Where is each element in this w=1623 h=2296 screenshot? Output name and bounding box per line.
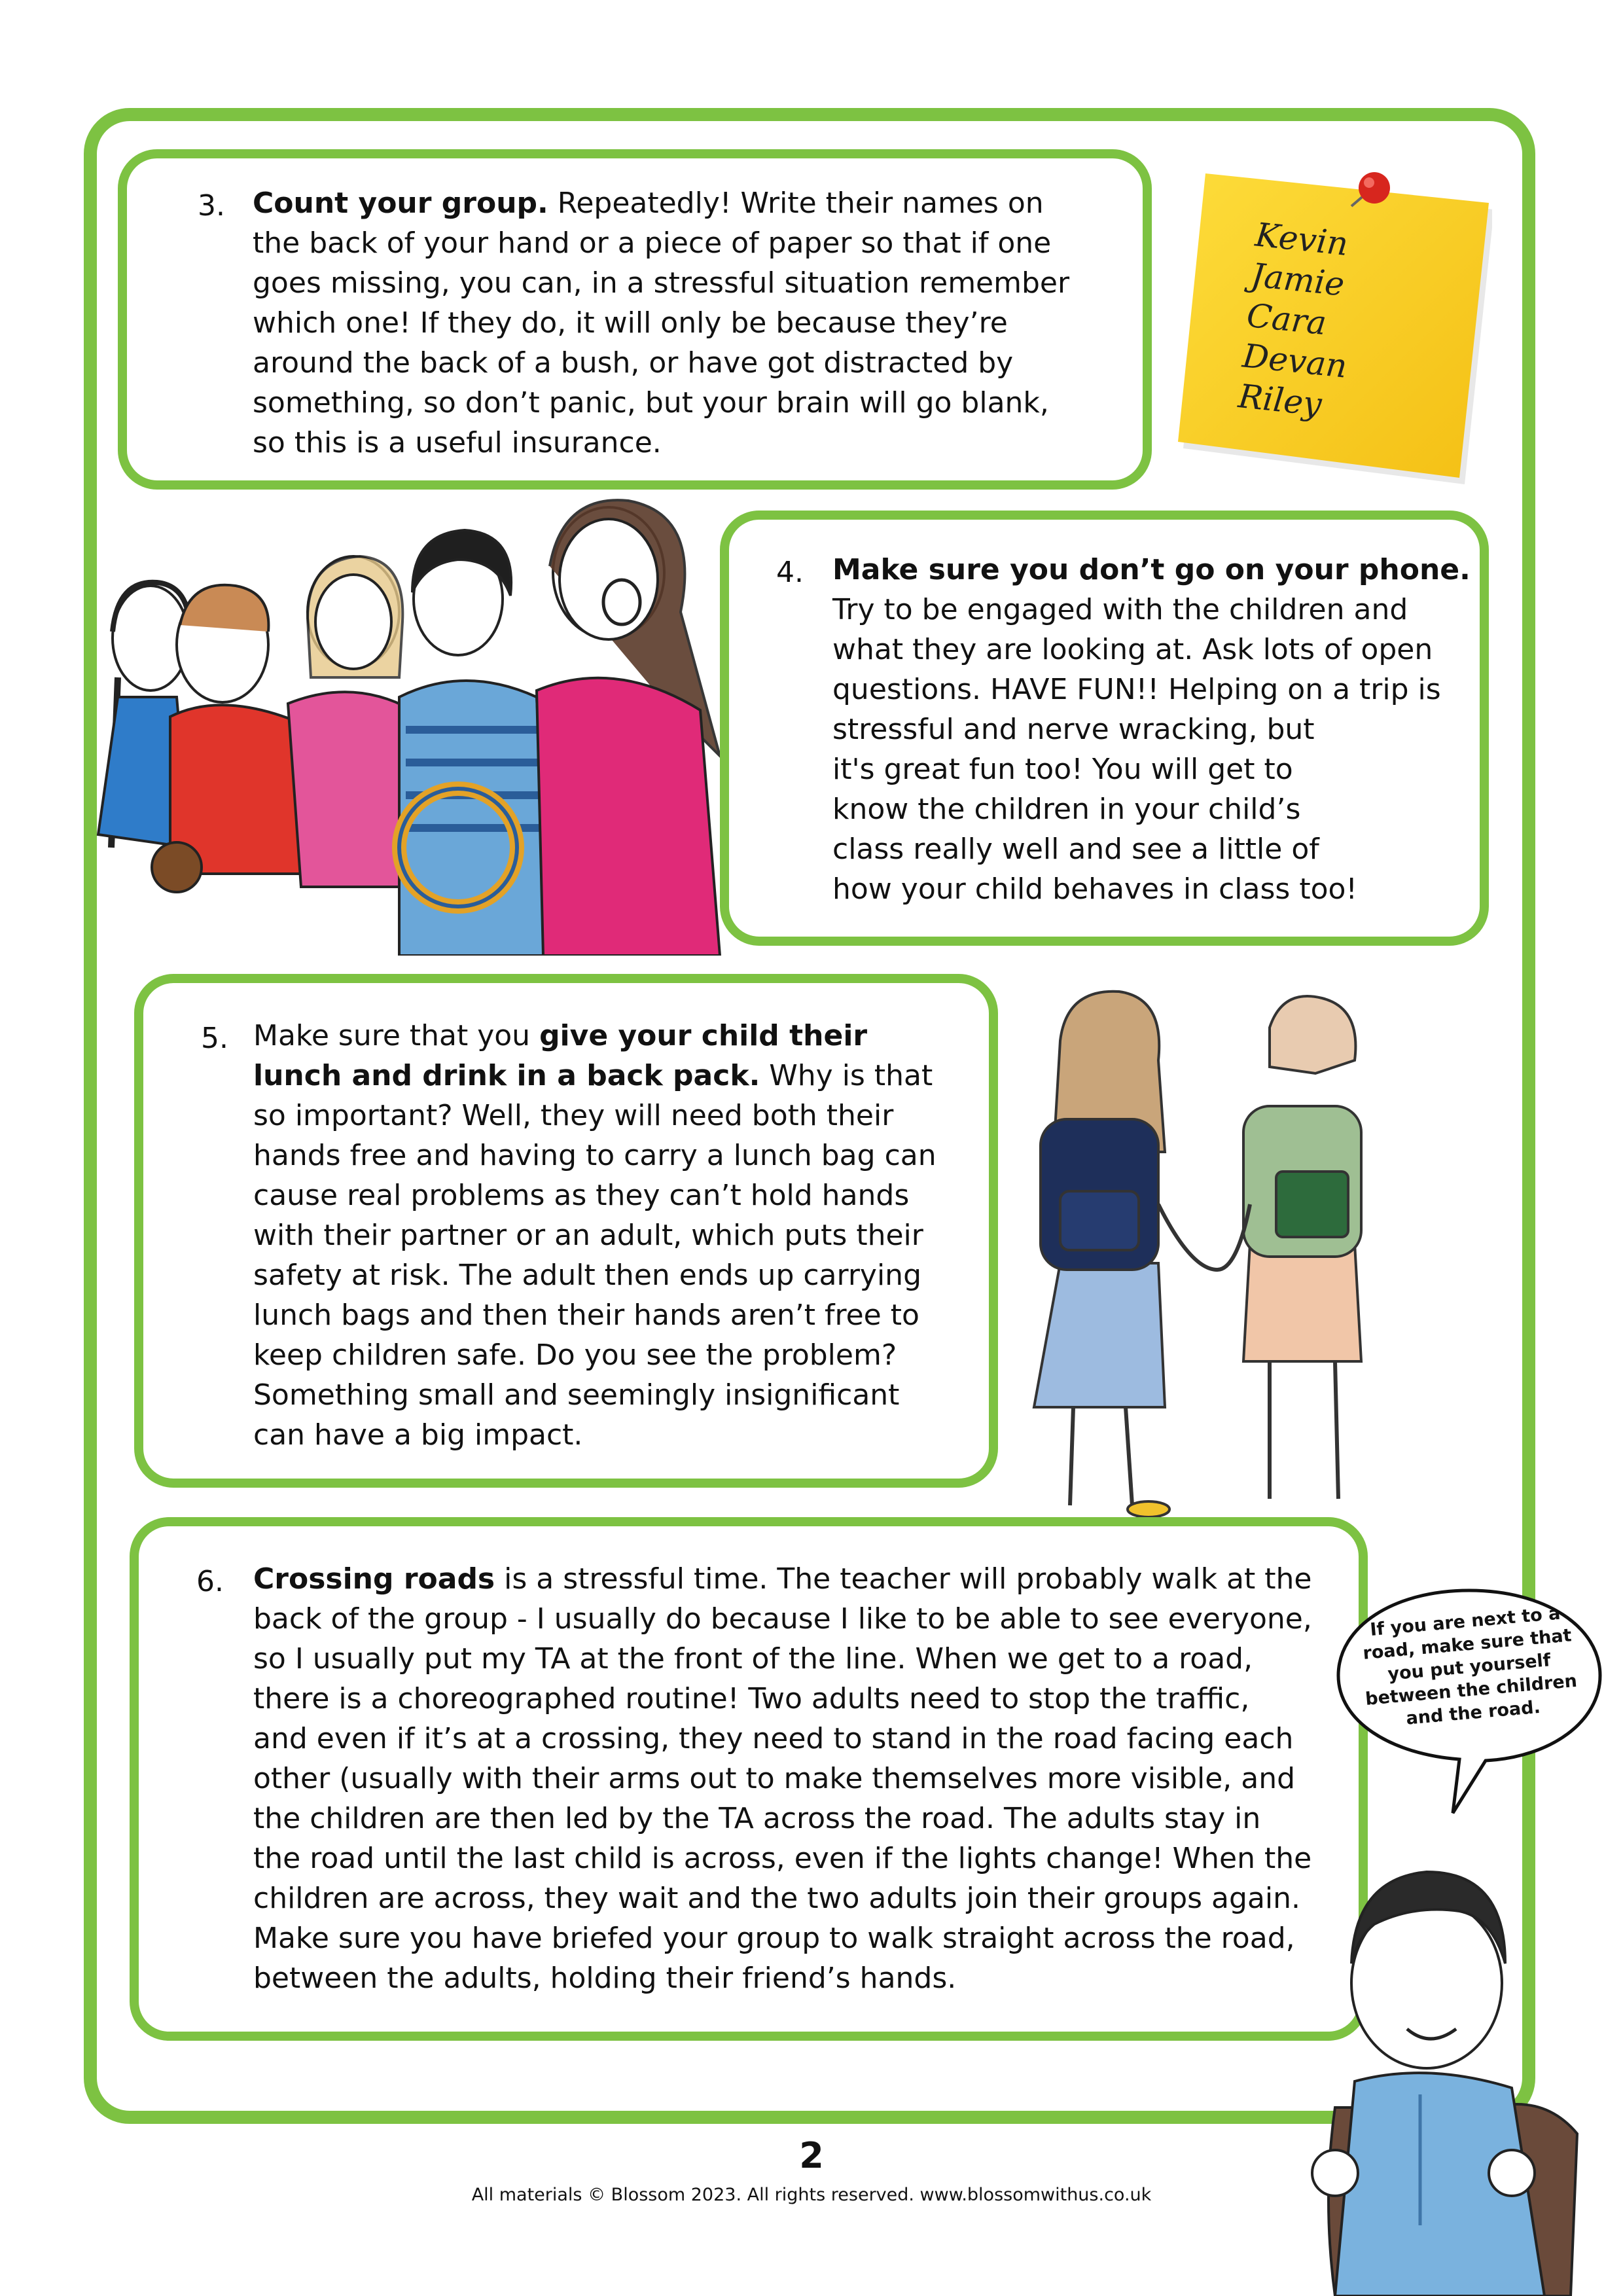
section-5-heading: give your child their lunch and drink in a back pack. bbox=[253, 1019, 868, 1092]
girls-with-backpacks-illustration bbox=[1008, 982, 1427, 1525]
section-5-number: 5. bbox=[201, 1022, 228, 1055]
section-5-text bbox=[253, 1016, 936, 1455]
section-4-heading: Make sure you don’t go on your phone. bbox=[832, 553, 1471, 586]
speech-bubble-text: If you are next to a road, make sure that you put yourself between the children and the road. bbox=[1362, 1603, 1578, 1729]
section-3-body: Repeatedly! Write their names on the back of your hand or a piece of paper so that if one goes missing, you can, in a stressful situation remember which one! If they do, it will only be because they’re around the back of a bush, or have got distracted by something, so don’t panic, but your brain will go blank, so this is a useful insurance. bbox=[253, 187, 1070, 459]
section-6-box bbox=[130, 1517, 1368, 2041]
boy-with-backpack-illustration bbox=[1296, 1833, 1584, 2296]
page-number: 2 bbox=[799, 2135, 824, 2176]
children-group-illustration bbox=[92, 481, 733, 956]
copyright-footer: All materials © Blossom 2023. All rights reserved. www.blossomwithus.co.uk bbox=[471, 2185, 1152, 2205]
section-6-body: is a stressful time. The teacher will probably walk at the back of the group - I usually do because I like to be able to see everyone, so I usually put my TA at the front of the line. When we get to a road, there is a choreographed routine! Two adults need to stop the traffic, and even if it’s at a crossing, they need to stand in the road facing each other (usually with their arms out to make themselves more visible, and the children are then led by the TA across the road. The adults stay in the road until the last child is across, even if the lights change! When the children are across, they wait and the two adults join their groups again. Make sure you have briefed your group to walk straight across the road, between the adults, holding their friend’s hands. bbox=[253, 1562, 1312, 1995]
section-3-heading: Count your group. bbox=[253, 187, 548, 220]
sticky-note-names: Kevin Jamie Cara Devan Riley bbox=[1236, 215, 1350, 424]
section-3-box bbox=[118, 149, 1152, 490]
section-4-box bbox=[720, 511, 1489, 946]
section-5-body: Why is that so important? Well, they will need both their hands free and having to carry a lunch bag can cause real problems as they can’t hold hands with their partner or an adult, which puts their safety at risk. The adult then ends up carrying lunch bags and then their hands aren’t free to keep children safe. Do you see the problem? Something small and seemingly insignificant can have a big impact. bbox=[253, 1059, 936, 1452]
section-4-number: 4. bbox=[776, 556, 804, 589]
section-3-number: 3. bbox=[198, 189, 225, 223]
section-6-text bbox=[253, 1559, 1312, 1998]
section-4-text bbox=[832, 550, 1471, 909]
section-6-heading: Crossing roads bbox=[253, 1562, 495, 1596]
section-6-number: 6. bbox=[196, 1565, 224, 1598]
section-5-box bbox=[134, 974, 998, 1488]
section-4-body: Try to be engaged with the children and what they are looking at. Ask lots of open questions. HAVE FUN!! Helping on a trip is stressful and nerve wracking, but it's great fun too! You will get to know the children in your child’s class really well and see a little of how your child behaves in class too! bbox=[832, 593, 1441, 906]
section-3-text bbox=[253, 183, 1069, 463]
section-5-intro: Make sure that you bbox=[253, 1019, 540, 1052]
